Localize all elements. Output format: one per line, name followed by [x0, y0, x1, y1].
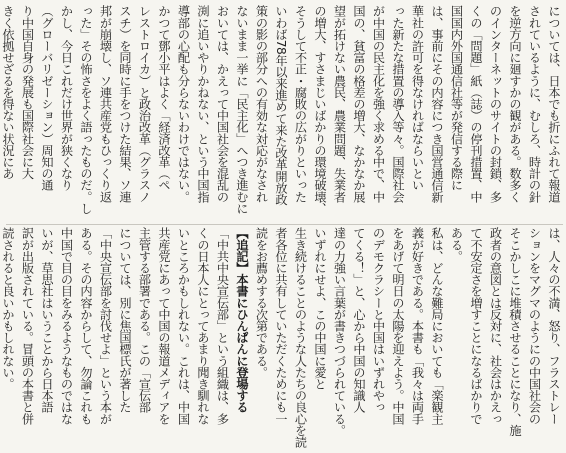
lower-text-column: いところかもしれない。これは、中国 [176, 227, 191, 425]
upper-text-column: った」その怖さをよく語ったものだ。し [79, 5, 93, 214]
article-upper-section [1, 5, 563, 223]
lower-text-column: 政者の意図とは反対に、社会はかえっ [488, 227, 503, 425]
lower-text-column: 者各位に共有していただくためにも一 [274, 227, 288, 425]
upper-text-column: 導部の心配も分らないわけではない。 [176, 5, 191, 203]
article-lower-section [1, 227, 563, 449]
upper-text-column: 邦が崩壊し、ソ連共産党もひっくり返 [98, 5, 113, 203]
upper-text-column: 渕に追いやりかねない、という中国指 [196, 5, 210, 203]
section-divider [6, 224, 563, 225]
lower-text-column: 義が好きである。本書も「我々は両手 [410, 227, 425, 425]
lower-text-column: ある。 [449, 227, 464, 262]
upper-text-column: されているように、むしろ、時計の針 [527, 5, 542, 203]
upper-text-column: かつて鄧小平はよく「経済改革（ペ [157, 5, 171, 191]
lower-text-column: 共産党にあって中国の報道メディアを [157, 227, 171, 425]
upper-text-column: については、日本でも折にふれて報道 [547, 5, 561, 203]
upper-text-column: おいては、かえって中国社会を混乱の [215, 5, 230, 203]
lower-text-column: 「中央宣伝部を討伐せよ」という本が [98, 227, 113, 425]
lower-text-column: 生き続けることのような人たちの良心を読 [293, 227, 308, 448]
lower-text-column: 【追記】本書にひんぱんに登場する [235, 227, 249, 413]
upper-text-column: 望が拓けない農民、農業問題、失業者 [332, 5, 347, 203]
upper-text-column: 策の影の部分への有効な対応がなされ [254, 5, 269, 203]
lower-text-column: 「中共中央宣伝部」という組織は、多 [215, 227, 230, 425]
lower-text-column: いずれにせよ、この中国に愛と [313, 227, 327, 390]
lower-text-column: ションをマグマのようにの中国社会の [527, 227, 542, 425]
upper-text-column: を逆方向に廻すかの観がある。数多く [508, 5, 522, 203]
upper-text-column: （グローバリゼーション）周知の通 [40, 5, 54, 191]
lower-text-column: そこかしこに堆積させることになり、施 [508, 227, 522, 436]
lower-text-column: くの日本人にとってあまり聞き馴れな [196, 227, 210, 425]
upper-text-column: ないまま一挙に「民主化」へつき進むに [235, 5, 249, 214]
lower-text-column: のデモクラシーと中国はいずれやっ [371, 227, 386, 413]
upper-text-column: きく依拠せざるを得ない状況にあ [1, 5, 15, 180]
lower-text-column: をあげて明日の太陽を迎えよう。中国 [391, 227, 405, 425]
lower-text-column: て不安定さを増すことになるばかりで [469, 227, 483, 425]
upper-text-column: が中国の民主化を強く求める中で、中 [371, 5, 386, 203]
lower-text-column: 主管する部署である。この「宣伝部 [137, 227, 152, 413]
lower-text-column: てくる！」と、心から中国の知識人 [352, 227, 366, 413]
upper-text-column: スチ）を同時に手をつけた結果、ソ連 [118, 5, 132, 203]
upper-text-column: レストロイカ）と政治改革（グラスノ [137, 5, 152, 203]
lower-text-column: いが、草思社はいうことから日本語 [40, 227, 54, 413]
lower-text-column: 訳が出版されている。冒頭の本書と併 [20, 227, 35, 425]
upper-text-column: のインターネットのサイトの封鎖、多 [488, 5, 503, 203]
upper-text-column: そうして不正・腐敗の広がりといった [293, 5, 308, 203]
upper-text-column: の増大、すさまじいばかりの環境破壊、 [313, 5, 327, 214]
upper-text-column: った新たな措置の導入等々。国際社会 [391, 5, 405, 203]
upper-text-column: り中国自身の発展も国際社会に大 [20, 5, 35, 180]
lower-text-column: は、人々の不満、怒り、フラストレー [547, 227, 561, 425]
upper-text-column: 国国内外国通信社等が発信する際に [449, 5, 464, 191]
upper-text-column: くの「問題」紙（誌）の停刊措置、中 [469, 5, 483, 203]
lower-text-column: 達の力強い言葉が書きつづられている。 [332, 227, 347, 436]
lower-text-column: 読されると良いかもしれない。 [1, 227, 15, 390]
upper-text-column: 華社の許可を得なければならいとい [410, 5, 425, 191]
lower-text-column: ある。その内容からして、勿論これも [79, 227, 93, 425]
lower-text-column: 私は、どんな難局においても「楽観主 [430, 227, 444, 425]
upper-text-column: 国の、貧富の格差の増大、なかなか展 [352, 5, 366, 203]
upper-text-column: かし、今日これだけ世界が狭くなり [59, 5, 74, 191]
lower-text-column: については、別に焦国標氏が著した [118, 227, 132, 413]
upper-text-column: いわば78年以来進めて来た改革開放政 [274, 5, 288, 205]
lower-text-column: 読をお薦めする次第である。 [254, 227, 269, 378]
upper-text-column: は、事前にその内容につき国営通信新 [430, 5, 444, 203]
lower-text-column: 中国で目の目をみるようなものではな [59, 227, 74, 425]
